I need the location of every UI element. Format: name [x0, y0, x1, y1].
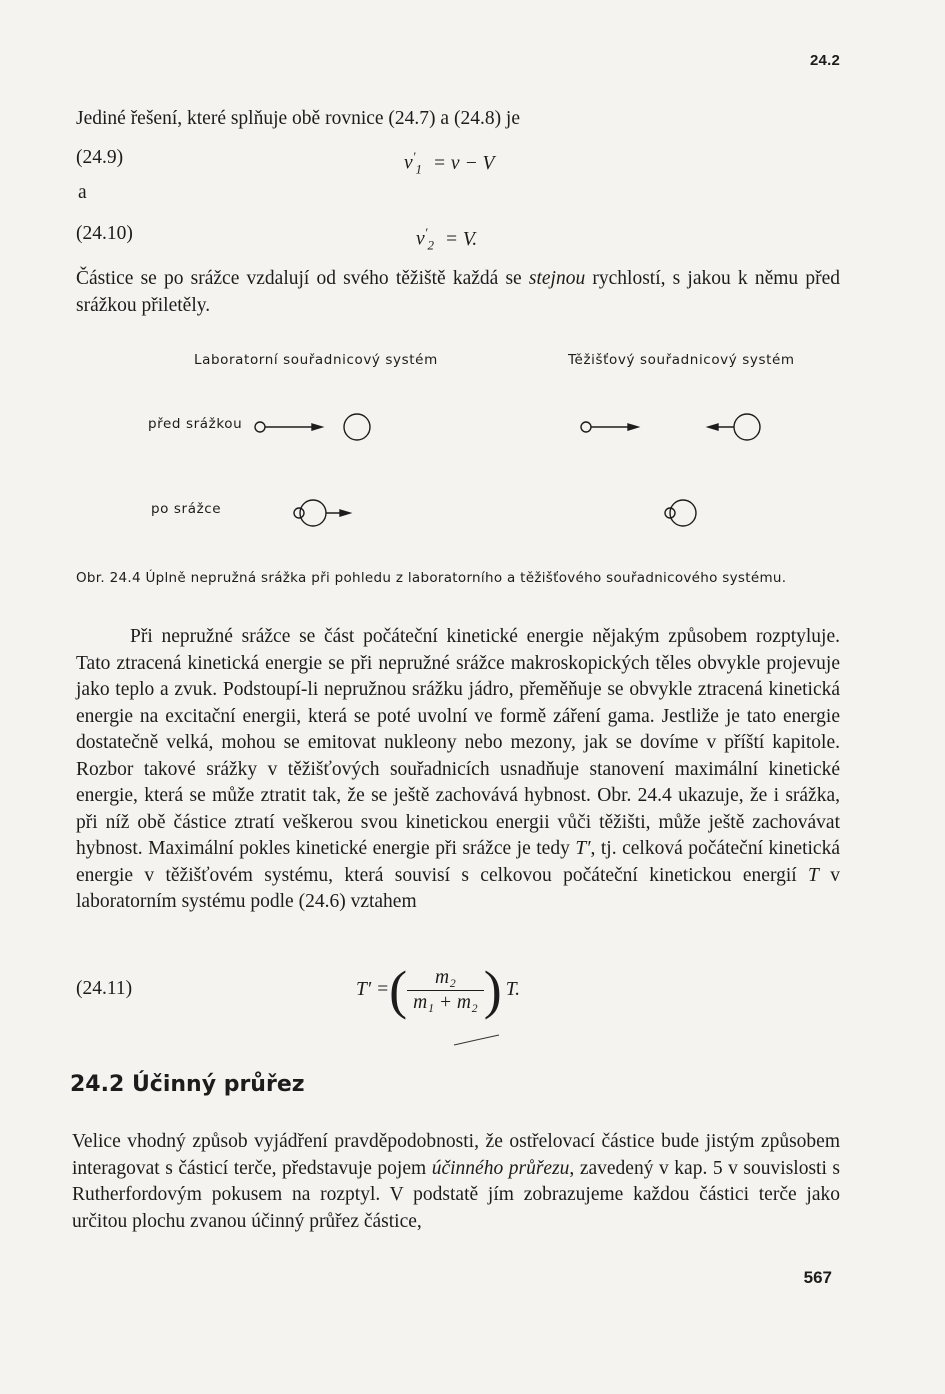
equation-connector: a	[78, 182, 87, 203]
eq-24-10-prime: ′	[424, 225, 428, 240]
paragraph-2-text-c: v laboratorním systému podle (24.6) vztahem	[76, 864, 841, 912]
paragraph-1-text-b: rychlostí, s jakou k němu před srážkou přiletěly.	[76, 268, 840, 316]
eq-24-10-rhs: = V.	[444, 228, 478, 250]
paragraph-2-text-a: Při nepružné srážce se část počáteční kinetické energie nějakým způsobem rozptyluje. Tato ztracená kinetická energie se při nepružné srážce makroskopických těles obvykle projevuje jako teplo a zvuk. Podstoupí-li nepružnou srážku jádro, přeměňuje se obvykle ztracená kinetická energie na excitační energii, která se poté uvolní ve formě záření gama. Jestliže je tato energie dostatečně velká, mohou se emitovat nukleony nebo mezony, jak se dovíme v příští kapitole. Rozbor takové srážky v těžišťových souřadnicích usnadňuje stanovení maximální kinetické energie, která se může ztratit tak, že se ještě zachovává hybnost. Obr. 24.4 ukazuje, že i srážka, při níž obě částice ztratí veškerou svou kinetickou energii vůči těžišti, může ještě zachovávat hybnost. Maximální pokles kinetické energie při srážce je tedy	[76, 626, 840, 859]
figure-label-after: po srážce	[151, 501, 222, 517]
eq-24-11-denominator: m₁ + m₂	[413, 991, 478, 1013]
eq-24-9-lhs: v	[404, 152, 413, 174]
lab-before-target-icon	[344, 414, 370, 440]
paragraph-3-emphasis: účinného průřezu	[431, 1157, 570, 1179]
figure-caption: Obr. 24.4 Úplně nepružná srážka při pohledu z laboratorního a těžišťového souřadnicového systému.	[76, 570, 787, 586]
eq-24-9-sub: 1	[415, 161, 422, 177]
section-heading: 24.2 Účinný průřez	[70, 1072, 305, 1097]
cm-before-projectile-icon	[581, 422, 638, 432]
figure-title-cm: Těžišťový souřadnicový systém	[568, 352, 795, 368]
paragraph-2-t: T	[808, 864, 819, 886]
eq-24-11-lhs: T′ =	[356, 979, 390, 1000]
eq-24-10-sub: 2	[427, 237, 434, 253]
paragraph-2-text-b: , tj. celková počáteční kinetická energie v těžišťovém systému, která souvisí s celkovou počáteční kinetickou energií	[76, 838, 840, 886]
intro-line: Jediné řešení, které splňuje obě rovnice (24.7) a (24.8) je	[76, 108, 521, 129]
paragraph-1-text-a: Částice se po srážce vzdalují od svého těžiště každá se	[76, 268, 529, 289]
figure-title-lab: Laboratorní souřadnicový systém	[194, 352, 438, 368]
pencil-mark-icon	[452, 1033, 502, 1047]
equation-24-10	[416, 225, 477, 253]
equation-24-11	[356, 958, 520, 1022]
paragraph-1	[76, 266, 840, 319]
eq-24-11-close-paren-icon: )	[483, 960, 502, 1020]
paragraph-3-text-b: , zavedený v kap. 5 v souvislosti s Rutherfordovým pokusem na rozptyl. V podstatě jím zobrazujeme každou částici terče jako určitou plochu zvanou účinný průřez částice,	[72, 1157, 840, 1232]
lab-after-combined-icon	[294, 500, 350, 526]
paragraph-2-t-prime: T′	[575, 838, 591, 859]
equation-label-24-11: (24.11)	[76, 978, 133, 999]
cm-before-target-icon	[708, 414, 760, 440]
eq-24-10-lhs: v	[416, 228, 425, 250]
cm-after-combined-icon	[665, 500, 696, 526]
eq-24-11-fraction	[407, 966, 484, 1015]
paragraph-1-emphasis: stejnou	[528, 268, 586, 289]
eq-24-9-rhs: = v − V	[432, 152, 495, 174]
page-number: 567	[803, 1268, 832, 1287]
lab-before-projectile-icon	[255, 422, 322, 432]
running-header-section: 24.2	[810, 52, 840, 69]
equation-24-9	[404, 149, 494, 177]
equation-label-24-9: (24.9)	[76, 147, 124, 168]
eq-24-11-numerator: m₂	[407, 966, 484, 991]
paragraph-2	[76, 624, 840, 916]
collision-figure	[240, 395, 800, 545]
equation-label-24-10: (24.10)	[76, 223, 133, 244]
paragraph-3-text-a: Velice vhodný způsob vyjádření pravděpodobnosti, že ostřelovací částice bude jistým způsobem interagovat s částicí terče, představuje pojem	[72, 1131, 840, 1179]
paragraph-3	[72, 1129, 840, 1235]
eq-24-11-open-paren-icon: (	[389, 960, 408, 1020]
figure-label-before: před srážkou	[148, 416, 243, 432]
eq-24-9-prime: ′	[412, 149, 416, 164]
eq-24-11-rhs: T.	[505, 979, 521, 1000]
